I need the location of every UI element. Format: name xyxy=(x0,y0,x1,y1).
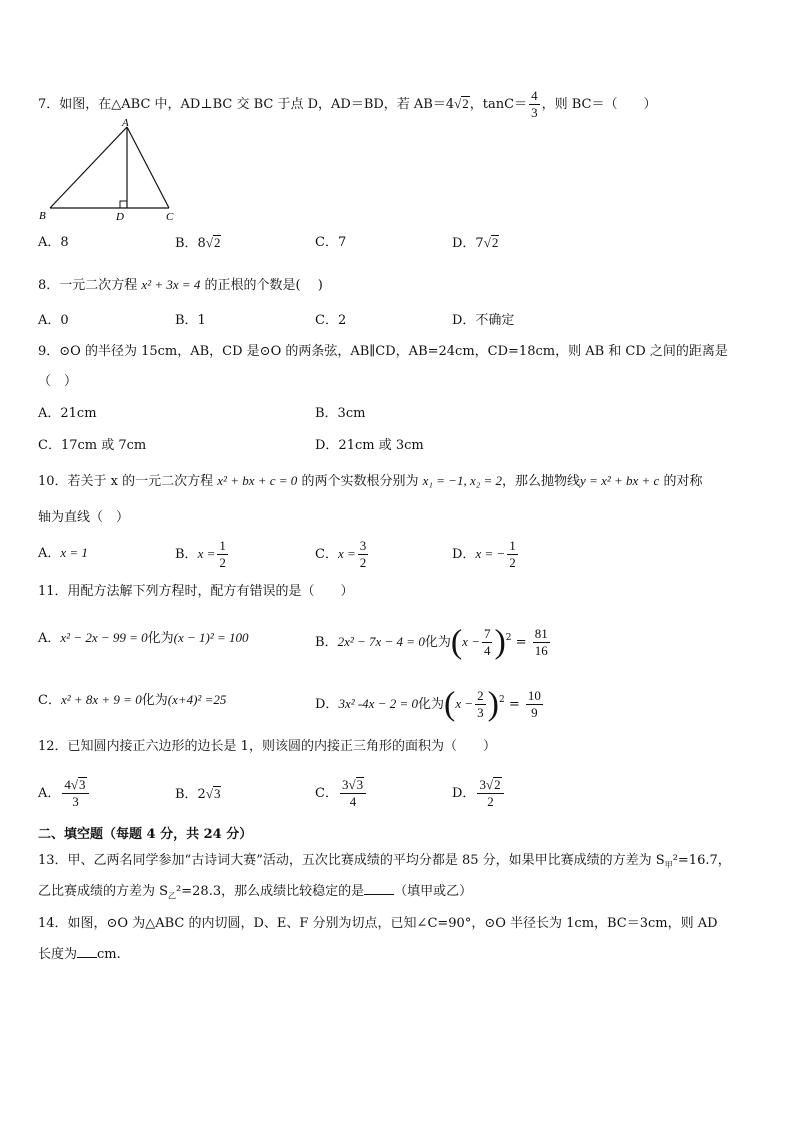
q7-option-b[interactable]: B．8√2 xyxy=(175,235,221,251)
q14-answer-blank[interactable] xyxy=(77,945,97,958)
q7-stem-mid: ，tanC＝ xyxy=(469,97,528,112)
q7-sqrt: √2 xyxy=(454,96,469,111)
section-heading: 二、填空题（每题 4 分，共 24 分） xyxy=(38,827,253,842)
q7-label-a: A xyxy=(122,117,129,129)
q12-option-d[interactable]: D． $\frac{3√2}{2}$ xyxy=(452,774,506,814)
q11-stem: 11．用配方法解下列方程时，配方有错误的是（ ） xyxy=(38,584,354,599)
q9-option-c[interactable]: C．17cm 或 7cm xyxy=(38,438,147,453)
q7-side-ac xyxy=(127,127,169,208)
q7-label-d: D xyxy=(116,211,124,223)
q8-stem: 8．一元二次方程 x² + 3x = 4 的正根的个数是( ) xyxy=(38,277,323,293)
q12-option-a[interactable]: A． $\frac{4√3}{3}$ xyxy=(38,774,91,814)
q12-option-b[interactable]: B．2√3 xyxy=(175,786,221,802)
q11-option-b[interactable]: B．2x² − 7x − 4 = 0化为(x − $\frac{7}{4}$ )$^2$ = $\frac{81}{16}$ xyxy=(315,623,548,661)
q9-option-b[interactable]: B．3cm xyxy=(315,406,366,421)
q7-triangle-figure xyxy=(36,116,186,226)
q10-option-b[interactable]: B．x = $\frac{1}{2}$ xyxy=(175,538,226,570)
q10-option-c[interactable]: C．x = $\frac{3}{2}$ xyxy=(315,538,367,570)
q10-stem: 10．若关于 x 的一元二次方程 x² + bx + c = 0 的两个实数根分别为 x₁ = −1, x₂ = 2，那么抛物线y = x² + bx + c 的对称 xyxy=(38,473,703,489)
q11-option-a[interactable]: A．x² − 2x − 99 = 0化为(x − 1)² = 100 xyxy=(38,630,249,646)
q10-option-d[interactable]: D．x = − $\frac{1}{2}$ xyxy=(452,538,516,570)
q7-right-angle-mark xyxy=(120,201,127,208)
q9-option-a[interactable]: A．21cm xyxy=(38,406,97,421)
q7-tan-fraction: $\frac{4}{3}$ xyxy=(531,88,538,120)
q7-stem-pre: 7．如图，在△ABC 中，AD⊥BC 交 BC 于点 D，AD＝BD，若 AB＝4 xyxy=(38,97,455,112)
q10-stem-line2: 轴为直线（ ） xyxy=(38,510,130,525)
q9-stem-line2: （ ） xyxy=(38,374,78,389)
q12-option-c[interactable]: C． $\frac{3√3}{4}$ xyxy=(315,774,368,814)
q7-label-c: C xyxy=(166,211,174,223)
q10-option-a[interactable]: A．x = 1 xyxy=(38,545,88,561)
q7-option-c[interactable]: C．7 xyxy=(315,235,347,250)
q8-option-d[interactable]: D．不确定 xyxy=(452,313,515,328)
q8-option-c[interactable]: C．2 xyxy=(315,313,347,328)
q12-stem: 12．已知圆内接正六边形的边长是 1，则该圆的内接正三角形的面积为（ ） xyxy=(38,739,496,754)
q14-stem-line2: 长度为 cm. xyxy=(38,947,121,962)
q9-option-d[interactable]: D．21cm 或 3cm xyxy=(315,438,424,453)
q8-option-b[interactable]: B．1 xyxy=(175,313,206,328)
q7-option-d[interactable]: D．7√2 xyxy=(452,235,499,251)
q8-option-a[interactable]: A．0 xyxy=(38,313,69,328)
q11-option-d[interactable]: D．3x² -4x − 2 = 0化为(x − $\frac{2}{3}$ )$^2$ = $\frac{10}{9}$ xyxy=(315,685,541,723)
q13-stem: 13．甲、乙两名同学参加“古诗词大赛”活动，五次比赛成绩的平均分都是 85 分，如果甲比赛成绩的方差为 $S_甲^2=16.7$， xyxy=(38,853,731,870)
q11-option-c[interactable]: C．x² + 8x + 9 = 0化为(x+4)² =25 xyxy=(38,692,227,708)
q7-option-a[interactable]: A．8 xyxy=(38,235,69,250)
q14-stem: 14．如图，⊙O 为△ABC 的内切圆，D、E、F 分别为切点，已知∠C=90°，⊙O 半径长为 1cm，BC＝3cm，则 AD xyxy=(38,916,718,931)
q9-stem: 9．⊙O 的半径为 15cm，AB，CD 是⊙O 的两条弦，AB∥CD，AB=24cm，CD=18cm，则 AB 和 CD 之间的距离是 xyxy=(38,344,728,359)
q13-answer-blank[interactable] xyxy=(364,882,394,895)
q7-stem-post: ，则 BC＝（ ） xyxy=(541,97,657,112)
q13-stem-line2: 乙比赛成绩的方差为 $S_乙^2=28.3$，那么成绩比较稳定的是 （填甲或乙） xyxy=(38,884,473,901)
q7-label-b: B xyxy=(39,210,46,222)
q7-side-ab xyxy=(50,127,127,208)
